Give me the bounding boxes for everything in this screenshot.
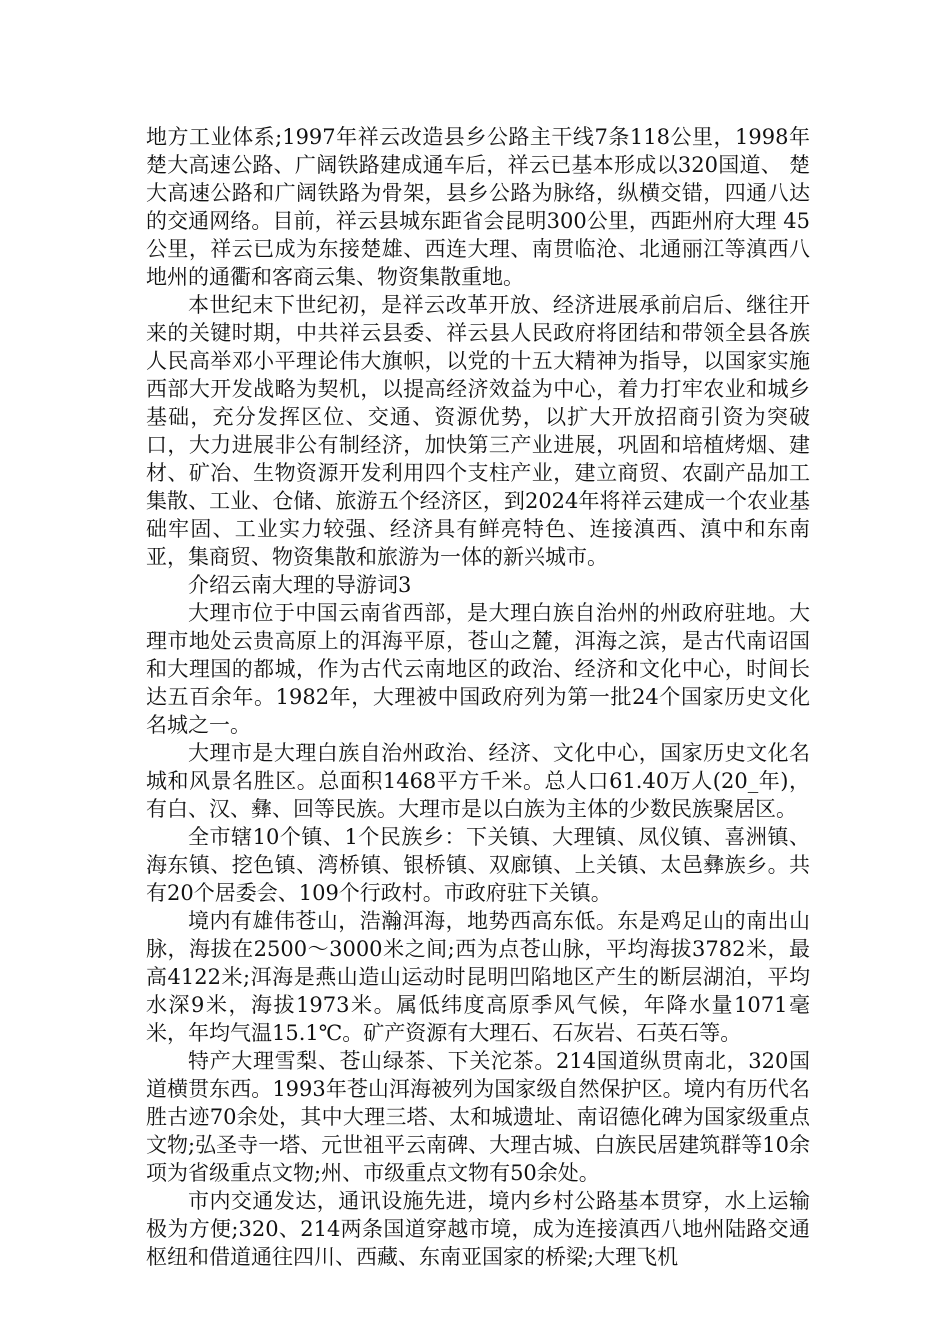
paragraph: 大理市位于中国云南省西部，是大理白族自治州的州政府驻地。大理市地处云贵高原上的洱海平原，苍山之麓，洱海之滨，是古代南诏国和大理国的都城，作为古代云南地区的政治、经济和文化中心，时间长达五百余年。1982年，大理被中国政府列为第一批24个国家历史文化名城之一。 (146, 601, 810, 737)
paragraph: 地方工业体系;1997年祥云改造县乡公路主干线7条118公里，1998年楚大高速公路、广阔铁路建成通车后，祥云已基本形成以320国道、 楚大高速公路和广阔铁路为骨架，县乡公路为脉络，纵横交错，四通八达的交通网络。目前，祥云县城东距省会昆明300公里，西距州府大理 45公里，祥云已成为东接楚雄、西连大理、南贯临沧、北通丽江等滇西八地州的通衢和客商云集、物资集散重地。 (146, 125, 810, 289)
section-title: 介绍云南大理的导游词3 (188, 573, 412, 597)
paragraph: 大理市是大理白族自治州政治、经济、文化中心，国家历史文化名城和风景名胜区。总面积1468平方千米。总人口61.40万人(20_年)，有白、汉、彝、回等民族。大理市是以白族为主体的少数民族聚居区。 (146, 741, 810, 821)
document-body (146, 123, 810, 1271)
paragraph: 全市辖10个镇、1个民族乡：下关镇、大理镇、凤仪镇、喜洲镇、海东镇、挖色镇、湾桥镇、银桥镇、双廊镇、上关镇、太邑彝族乡。共有20个居委会、109个行政村。市政府驻下关镇。 (146, 825, 810, 905)
paragraph: 境内有雄伟苍山，浩瀚洱海，地势西高东低。东是鸡足山的南出山脉，海拔在2500～3000米之间;西为点苍山脉，平均海拔3782米，最高4122米;洱海是燕山造山运动时昆明凹陷地区产生的断层湖泊，平均水深9米，海拔1973米。属低纬度高原季风气候，年降水量1071毫米，年均气温15.1℃。矿产资源有大理石、石灰岩、石英石等。 (146, 909, 810, 1045)
paragraph: 特产大理雪梨、苍山绿茶、下关沱茶。214国道纵贯南北，320国道横贯东西。1993年苍山洱海被列为国家级自然保护区。境内有历代名胜古迹70余处，其中大理三塔、太和城遗址、南诏德化碑为国家级重点文物;弘圣寺一塔、元世祖平云南碑、大理古城、白族民居建筑群等10余项为省级重点文物;州、市级重点文物有50余处。 (146, 1049, 810, 1185)
paragraph: 本世纪末下世纪初，是祥云改革开放、经济进展承前启后、继往开来的关键时期，中共祥云县委、祥云县人民政府将团结和带领全县各族人民高举邓小平理论伟大旗帜，以党的十五大精神为指导，以国家实施西部大开发战略为契机，以提高经济效益为中心，着力打牢农业和城乡基础，充分发挥区位、交通、资源优势，以扩大开放招商引资为突破口，大力进展非公有制经济，加快第三产业进展，巩固和培植烤烟、建材、矿冶、生物资源开发利用四个支柱产业，建立商贸、农副产品加工集散、工业、仓储、旅游五个经济区，到2024年将祥云建成一个农业基础牢固、工业实力较强、经济具有鲜亮特色、连接滇西、滇中和东南亚，集商贸、物资集散和旅游为一体的新兴城市。 (146, 293, 810, 569)
paragraph: 市内交通发达，通讯设施先进，境内乡村公路基本贯穿，水上运输极为方便;320、214两条国道穿越市境，成为连接滇西八地州陆路交通枢纽和借道通往四川、西藏、东南亚国家的桥梁;大理飞机 (146, 1189, 810, 1269)
